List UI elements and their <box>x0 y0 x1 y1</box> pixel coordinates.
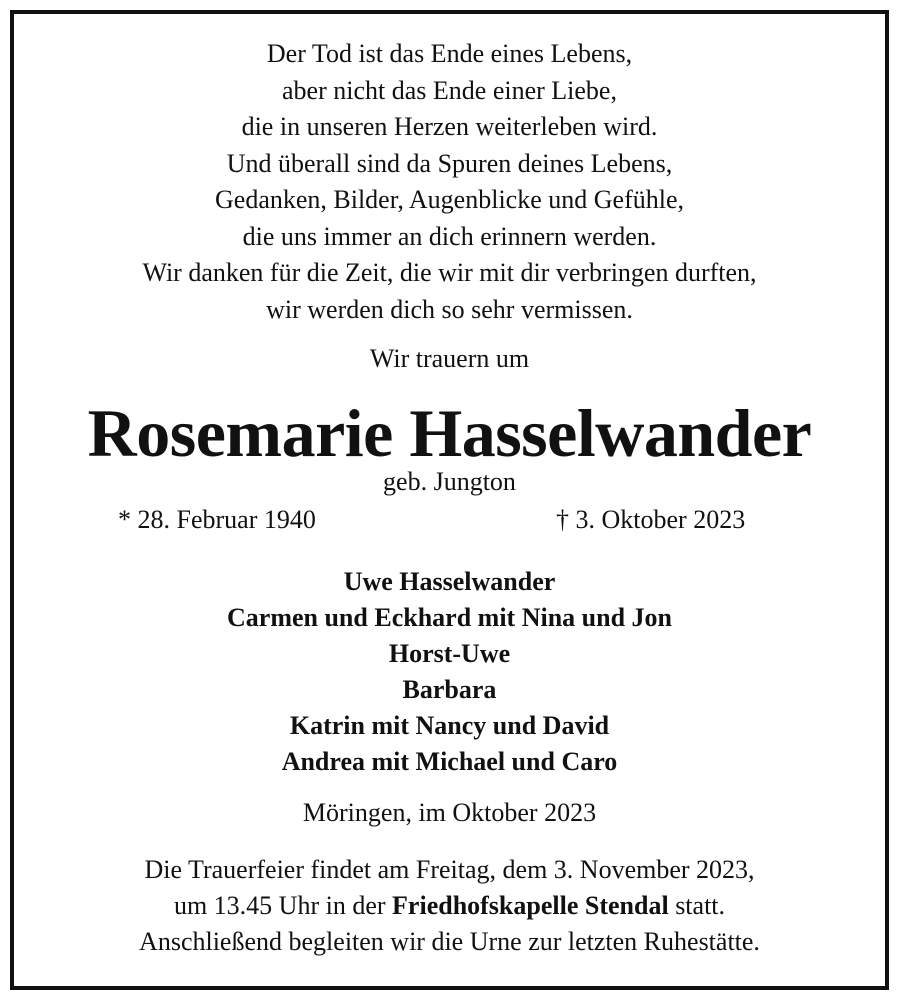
mourner-line: Carmen und Eckhard mit Nina und Jon <box>227 603 672 632</box>
mourners-list <box>14 564 885 780</box>
birth-name: geb. Jungton <box>383 467 516 496</box>
service-line-2 <box>14 888 885 924</box>
poem-line: Und überall sind da Spuren deines Lebens, <box>226 148 673 178</box>
mourner-line: Katrin mit Nancy und David <box>289 711 610 740</box>
service-line-1: Die Trauerfeier findet am Freitag, dem 3. November 2023, <box>144 855 755 884</box>
poem-line: Wir danken für die Zeit, die wir mit dir verbringen durften, <box>142 258 757 287</box>
place-and-date: Möringen, im Oktober 2023 <box>302 798 597 827</box>
obituary-frame <box>10 10 889 990</box>
service-location: Friedhofskapelle Stendal <box>392 891 669 920</box>
poem-line: die uns immer an dich erinnern werden. <box>242 221 657 251</box>
deceased-name: Rosemarie Hasselwander <box>87 395 812 471</box>
poem-line: die in unseren Herzen weiterleben wird. <box>241 112 658 141</box>
death-date: † 3. Oktober 2023 <box>556 505 746 534</box>
mourner-line: Andrea mit Michael und Caro <box>281 747 618 776</box>
service-time-text: um 13.45 Uhr in der <box>173 891 393 920</box>
funeral-service-info <box>14 852 885 960</box>
poem-line: Gedanken, Bilder, Augenblicke und Gefühle, <box>215 185 684 214</box>
poem-line: wir werden dich so sehr vermissen. <box>266 294 633 324</box>
mourner-line: Horst-Uwe <box>388 639 511 668</box>
mourner-line: Barbara <box>402 675 497 704</box>
service-line-3: Anschließend begleiten wir die Urne zur letzten Ruhestätte. <box>139 927 760 956</box>
birth-date: * 28. Februar 1940 <box>118 505 316 534</box>
mourning-intro: Wir trauern um <box>369 344 530 373</box>
memorial-poem <box>14 36 885 328</box>
poem-line: Der Tod ist das Ende eines Lebens, <box>266 39 633 68</box>
mourner-line: Uwe Hasselwander <box>343 567 556 596</box>
service-end-text: statt. <box>668 891 726 920</box>
poem-line: aber nicht das Ende einer Liebe, <box>282 75 617 105</box>
